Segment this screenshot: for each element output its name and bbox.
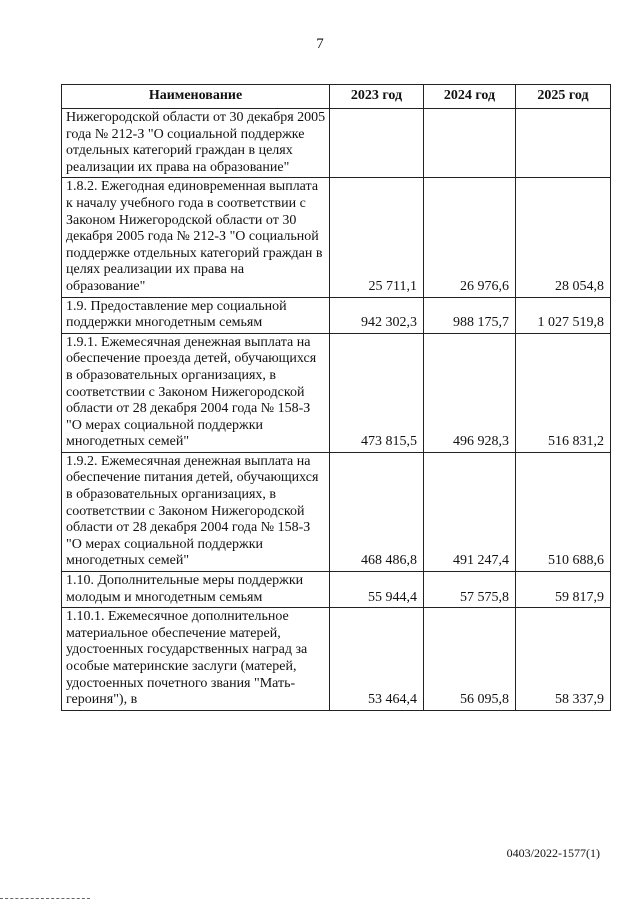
row-name: 1.8.2. Ежегодная единовременная выплата к началу учебного года в соответствии с Законом Нижегородской области от 30 декабря 2005 года № 212-З "О социальной поддержке отдельных категорий граждан в целях реализации их права на образование"	[62, 178, 330, 297]
row-value-2024	[424, 109, 516, 178]
row-value-2023: 473 815,5	[330, 333, 424, 452]
row-value-2023: 55 944,4	[330, 572, 424, 608]
table-row	[62, 109, 611, 178]
table-row	[62, 297, 611, 333]
row-value-2025: 28 054,8	[516, 178, 611, 297]
table-header-row	[62, 85, 611, 109]
table-row	[62, 572, 611, 608]
row-value-2025: 1 027 519,8	[516, 297, 611, 333]
row-name: 1.10.1. Ежемесячное дополнительное материальное обеспечение матерей, удостоенных государственных наград за особые материнские заслуги (матерей, удостоенных почетного звания "Мать-героиня"), в	[62, 608, 330, 711]
row-value-2024: 57 575,8	[424, 572, 516, 608]
page-number: 7	[316, 36, 324, 52]
header-2025: 2025 год	[516, 85, 611, 109]
row-name: Нижегородской области от 30 декабря 2005 года № 212-З "О социальной поддержке отдельных категорий граждан в целях реализации их права на образование"	[62, 109, 330, 178]
row-value-2025	[516, 109, 611, 178]
scan-edge-mark	[0, 898, 90, 901]
header-2023: 2023 год	[330, 85, 424, 109]
row-name: 1.9.1. Ежемесячная денежная выплата на обеспечение проезда детей, обучающихся в образовательных организациях, в соответствии с Законом Нижегородской области от 28 декабря 2004 года № 158-З "О мерах социальной поддержки многодетных семей"	[62, 333, 330, 452]
row-name: 1.10. Дополнительные меры поддержки молодым и многодетным семьям	[62, 572, 330, 608]
table-row	[62, 452, 611, 571]
row-name: 1.9. Предоставление мер социальной поддержки многодетным семьям	[62, 297, 330, 333]
row-value-2024: 988 175,7	[424, 297, 516, 333]
table-row	[62, 333, 611, 452]
row-value-2023: 942 302,3	[330, 297, 424, 333]
table-row	[62, 178, 611, 297]
row-value-2025: 516 831,2	[516, 333, 611, 452]
row-value-2023: 25 711,1	[330, 178, 424, 297]
header-2024: 2024 год	[424, 85, 516, 109]
budget-table	[61, 84, 611, 711]
row-value-2023: 468 486,8	[330, 452, 424, 571]
row-value-2023	[330, 109, 424, 178]
row-value-2025: 59 817,9	[516, 572, 611, 608]
row-value-2025: 58 337,9	[516, 608, 611, 711]
row-value-2025: 510 688,6	[516, 452, 611, 571]
row-name: 1.9.2. Ежемесячная денежная выплата на обеспечение питания детей, обучающихся в образовательных организациях, в соответствии с Законом Нижегородской области от 28 декабря 2004 года № 158-З "О мерах социальной поддержки многодетных семей"	[62, 452, 330, 571]
row-value-2024: 56 095,8	[424, 608, 516, 711]
row-value-2024: 26 976,6	[424, 178, 516, 297]
row-value-2024: 496 928,3	[424, 333, 516, 452]
table-row	[62, 608, 611, 711]
document-code: 0403/2022-1577(1)	[506, 846, 600, 860]
row-value-2024: 491 247,4	[424, 452, 516, 571]
row-value-2023: 53 464,4	[330, 608, 424, 711]
header-name: Наименование	[62, 85, 330, 109]
